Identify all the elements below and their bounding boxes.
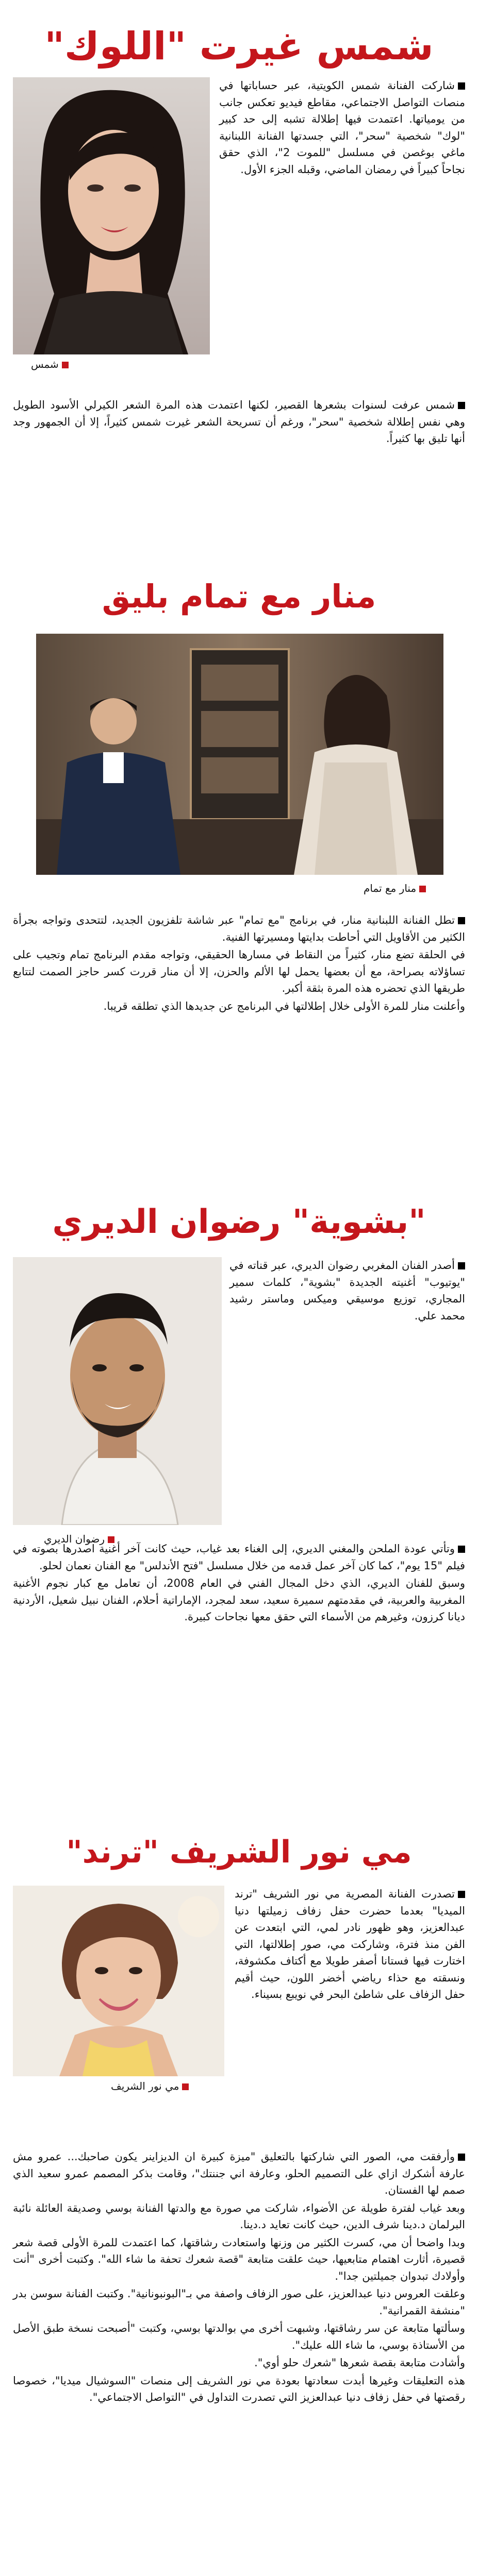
article-mai bbox=[0, 1808, 478, 2576]
paragraph: وعلقت العروس دنيا عبدالعزيز، على صور الزفاف واصفة مي بـ"البونبونانية". وكتبت الفنانة سوسن بدر "منشفة القمرانية". bbox=[13, 2287, 465, 2317]
article-body bbox=[13, 912, 465, 1015]
article-body bbox=[219, 77, 465, 179]
paragraph: شمس عرفت لسنوات بشعرها القصير، لكنها اعتمدت هذه المرة الشعر الكيرلي الأسود الطويل وهي نفس إطلالة شخصية "سحر"، ورغم أن تسريحة الشعر غيرت شمس كثيراً، إلا أن الجمهور وجد أنها تليق بها كثيراً. bbox=[13, 397, 465, 447]
paragraph: تطل الفنانة اللبنانية منار، في برنامج "مع تمام" عبر شاشة تلفزيون الجديد، لتتحدى وتواجه بجرأة الكثير من الأقاويل التي أحاطت بدايتها ومسيرتها الفنية. bbox=[13, 912, 465, 945]
manar-photo bbox=[36, 634, 443, 875]
photo-caption: شمس bbox=[31, 358, 69, 370]
photo-caption: منار مع تمام bbox=[364, 882, 426, 894]
paragraph: هذه التعليقات وغيرها أبدت سعادتها بعودة مي نور الشريف إلى منصات "السوشيال ميديا"، خصوصا رقصتها في حفل زفاف دنيا عبدالعزيز التي تصدرت التداول في "التواصل الاجتماعي". bbox=[13, 2374, 465, 2403]
article-title: شمس غيرت "اللوك" bbox=[44, 24, 434, 69]
paragraph: أصدر الفنان المغربي رضوان الديري، عبر قناته في "يوتيوب" أغنيته الجديدة "بشوية"، كلمات سمير المجاري، توزيع موسيقي وميكس وماستر رشيد محمد علي. bbox=[229, 1257, 465, 1324]
paragraph: وتأتي عودة الملحن والمغني الديري، إلى الغناء بعد غياب، حيث كانت آخر أغنية اصدرها بصوته في فيلم "15 يوم"، كما كان آخر عمل قدمه من خلال مسلسل "فتح الأندلس" مع الفنان نعمان لحلو. bbox=[13, 1540, 465, 1574]
paragraph: تصدرت الفنانة المصرية مي نور الشريف "ترند الميديا" بعدما حضرت حفل زفاف زميلتها دنيا عبدالعزيز، وهو ظهور نادر لمي، التي ابتعدت عن الفن منذ فترة، وشاركت مي، صور إطلالتها، التي اختارت فيها فستانا أصفر طويلا مع أكتاف مكشوفة، ونسقته مع حذاء رياضي أخضر اللون، حيث أقيم حفل الزفاف على شاطئ البحر في نويبع بسيناء. bbox=[235, 1886, 465, 2003]
caption-marker-icon bbox=[182, 2083, 189, 2090]
article-manar bbox=[0, 556, 478, 1180]
paragraph: وبعد غياب لفترة طويلة عن الأضواء، شاركت مي صورة مع والدتها الفنانة بوسي وصديقة العائلة نائبة البرلمان د.دينا شرف الدين، حيث كانت تعايد د.دينا. bbox=[13, 2201, 465, 2231]
article-body-continued bbox=[13, 1540, 465, 1625]
radwan-photo bbox=[13, 1257, 222, 1525]
paragraph: في الحلقة تضع منار، كثيراً من النقاط في مسارها الحقيقي، وتواجه مقدم البرنامج تمام وتجيب على تساؤلاته بصراحة، مع أن بعضها يحمل لها الألم والحزن، إلا أن منار قررت كسر حاجز الصمت لتتابع طريقها الذي تحضره هذه المرة بثقة أكبر. bbox=[13, 948, 465, 994]
paragraph: وأشادت متابعة بقصة شعرها "شعرك حلو أوي". bbox=[254, 2357, 465, 2369]
article-radwan bbox=[0, 1180, 478, 1808]
article-title: "بشوية" رضوان الديري bbox=[52, 1203, 426, 1241]
article-body bbox=[235, 1886, 465, 2004]
photo-caption: مي نور الشريف bbox=[111, 2080, 189, 2092]
shams-photo bbox=[13, 77, 210, 354]
article-body-continued bbox=[13, 2148, 465, 2406]
photo-caption: رضوان الديري bbox=[44, 1533, 114, 1545]
article-title: منار مع تمام بليق bbox=[102, 578, 376, 615]
article-body bbox=[229, 1257, 465, 1325]
shams-portrait-image bbox=[13, 77, 210, 354]
article-title: مي نور الشريف "ترند" bbox=[66, 1834, 412, 1870]
paragraph: وسبق للفنان الديري، الذي دخل المجال الفني في العام 2008، أن تعامل مع كبار نجوم الأغنية المغربية والعربية، في مقدمتهم سميرة سعيد، سعد لمجرد، الإماراتية أحلام، الفنان نبيل شعيل، الأردنية ديانا كرزون، وغيرهم من الأسماء التي حقق معها نجاحات كبيرة. bbox=[13, 1577, 465, 1623]
manar-tammam-studio-image bbox=[36, 634, 443, 875]
article-body-continued bbox=[13, 397, 465, 447]
radwan-portrait-image bbox=[13, 1257, 222, 1525]
paragraph: وسألتها متابعة عن سر رشاقتها، وشبهت أخرى مي بوالدتها بوسي، وكتبت "أصبحت نسخة طبق الأصل من الأستاذة بوسي، ما شاء الله عليك". bbox=[13, 2322, 465, 2351]
caption-marker-icon bbox=[62, 362, 69, 368]
paragraph: وأرفقت مي، الصور التي شاركتها بالتعليق "ميزة كبيرة ان الديزاينر يكون صاحبك... عمرو مش عارفة أشكرك ازاي على التصميم الحلو، وعارفة اني جننتك"، وقامت بذكر المصمم عمرو سعيد الذي صمم لها الفستان. bbox=[13, 2148, 465, 2199]
paragraph: وأعلنت منار للمرة الأولى خلال إطلالتها في البرنامج عن جديدها الذي تطلقه قريبا. bbox=[103, 999, 465, 1012]
mai-photo bbox=[13, 1886, 224, 2076]
paragraph: وبدا واضحا أن مي، كسرت الكثير من وزنها واستعادت رشاقتها، كما اعتمدت للمرة الأولى قصة شعر قصيرة، أثارت اهتمام متابعيها، حيث علقت متابعة "قصة شعرك تحفة ما شاء الله". وكتبت أخرى "أنت وأولادك تبدوان جميلتين جدا". bbox=[13, 2236, 465, 2282]
paragraph: شاركت الفنانة شمس الكويتية، عبر حساباتها في منصات التواصل الاجتماعي، مقاطع فيديو تعكس جانب من يومياتها. اعتمدت فيها إطلالة تشبه إلى حد كبير "لوك" شخصية "سحر"، التي جسدتها الفنانة اللبنانية ماغي بوغصن في مسلسل "للموت 2"، الذي حقق نجاحاً كبيراً في رمضان الماضي، وقبله الجزء الأول. bbox=[219, 77, 465, 178]
article-shams bbox=[0, 0, 478, 556]
mai-portrait-image bbox=[13, 1886, 224, 2076]
caption-marker-icon bbox=[419, 886, 426, 892]
